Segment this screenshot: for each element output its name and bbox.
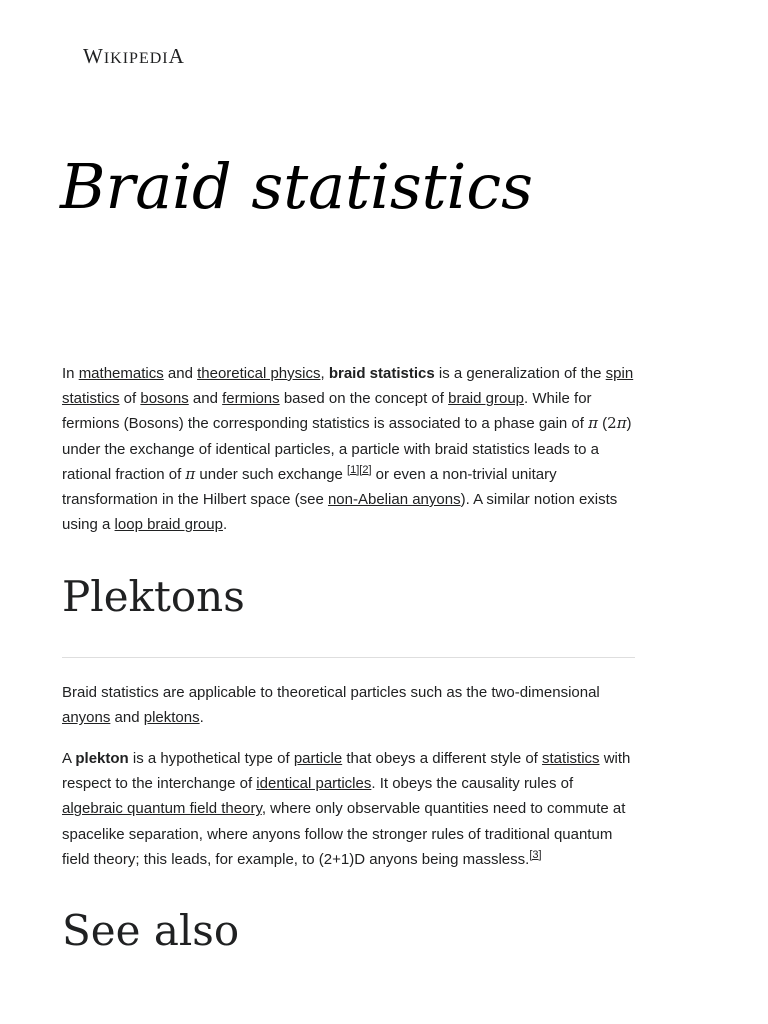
math-pi: π <box>588 414 598 433</box>
logo-smallcaps: IKIPEDI <box>103 50 169 67</box>
text: ). A similar notion exists using a <box>62 491 618 534</box>
citation-group <box>347 464 371 476</box>
link-plektons[interactable]: plektons <box>143 709 200 727</box>
citation-group <box>529 849 541 861</box>
text: . It obeys the causality rules of <box>371 775 574 793</box>
text: and <box>163 365 198 382</box>
link-statistics[interactable]: statistics <box>542 750 600 767</box>
plektons-paragraph-2 <box>62 746 636 872</box>
section-heading-plektons[interactable]: Plektons <box>62 572 245 621</box>
text: and <box>110 709 144 727</box>
text: In <box>62 365 79 382</box>
text: is a generalization of the <box>434 365 606 382</box>
link-fermions[interactable]: fermions <box>222 390 280 408</box>
intro-paragraph <box>62 361 636 537</box>
text: . While for fermions (Bosons) the corresponding statistics is associated to a phase gain of <box>62 390 592 433</box>
link-loop-braid-group[interactable]: loop braid group <box>114 516 223 534</box>
math-pi: π <box>616 414 627 433</box>
bold-term-plekton: plekton <box>75 750 129 767</box>
logo-final: A <box>168 44 185 68</box>
text: ) under the exchange of identical particles, a particle with braid statistics leads to a rational fraction of <box>62 415 632 483</box>
link-bosons[interactable]: bosons <box>140 390 189 408</box>
text: . <box>222 516 228 534</box>
text: , <box>320 365 329 382</box>
text: is a hypothetical type of <box>128 750 294 767</box>
text: based on the concept of <box>279 390 449 408</box>
text: and <box>188 390 223 408</box>
text: or even a non-trivial unitary transformation in the Hilbert space (see <box>62 465 557 509</box>
link-theoretical-physics[interactable]: theoretical physics <box>197 365 321 382</box>
link-particle[interactable]: particle <box>293 750 343 767</box>
citation-1[interactable]: [1] <box>347 463 360 476</box>
bold-term-braid-statistics: braid statistics <box>328 365 435 382</box>
text: under such exchange <box>195 465 348 483</box>
text: . <box>199 709 204 727</box>
text: that obeys a different style of <box>342 750 543 767</box>
section-heading-see-also[interactable]: See also <box>62 906 240 955</box>
link-spin-statistics[interactable]: spin statistics <box>62 365 634 408</box>
text: with respect to the interchange of <box>62 750 631 793</box>
logo-initial: W <box>83 44 104 68</box>
wikipedia-logo[interactable] <box>83 44 185 69</box>
citation-2[interactable]: [2] <box>359 463 372 476</box>
text: A <box>62 750 76 767</box>
page-title: Braid statistics <box>60 150 533 223</box>
link-anyons[interactable]: anyons <box>62 709 111 727</box>
math-two: 2 <box>607 414 617 433</box>
link-algebraic-quantum-field-theory[interactable]: algebraic quantum field theory <box>62 800 262 818</box>
plektons-paragraph-1 <box>62 680 636 730</box>
text: of <box>119 390 141 408</box>
citation-3[interactable]: [3] <box>529 848 542 861</box>
text: ( <box>597 415 608 433</box>
section-divider <box>62 657 635 658</box>
link-non-abelian-anyons[interactable]: non-Abelian anyons <box>327 491 461 509</box>
link-braid-group[interactable]: braid group <box>448 390 525 408</box>
math-pi: π <box>185 464 196 483</box>
link-identical-particles[interactable]: identical particles <box>256 775 372 793</box>
text: Braid statistics are applicable to theoretical particles such as the two-dimensional <box>62 684 600 701</box>
link-mathematics[interactable]: mathematics <box>78 365 164 382</box>
text: , where only observable quantities need to commute at spacelike separation, where anyons follow the stronger rules of traditional quantum field theory; this leads, for example, to (2+1)D anyons being massless. <box>62 800 626 868</box>
